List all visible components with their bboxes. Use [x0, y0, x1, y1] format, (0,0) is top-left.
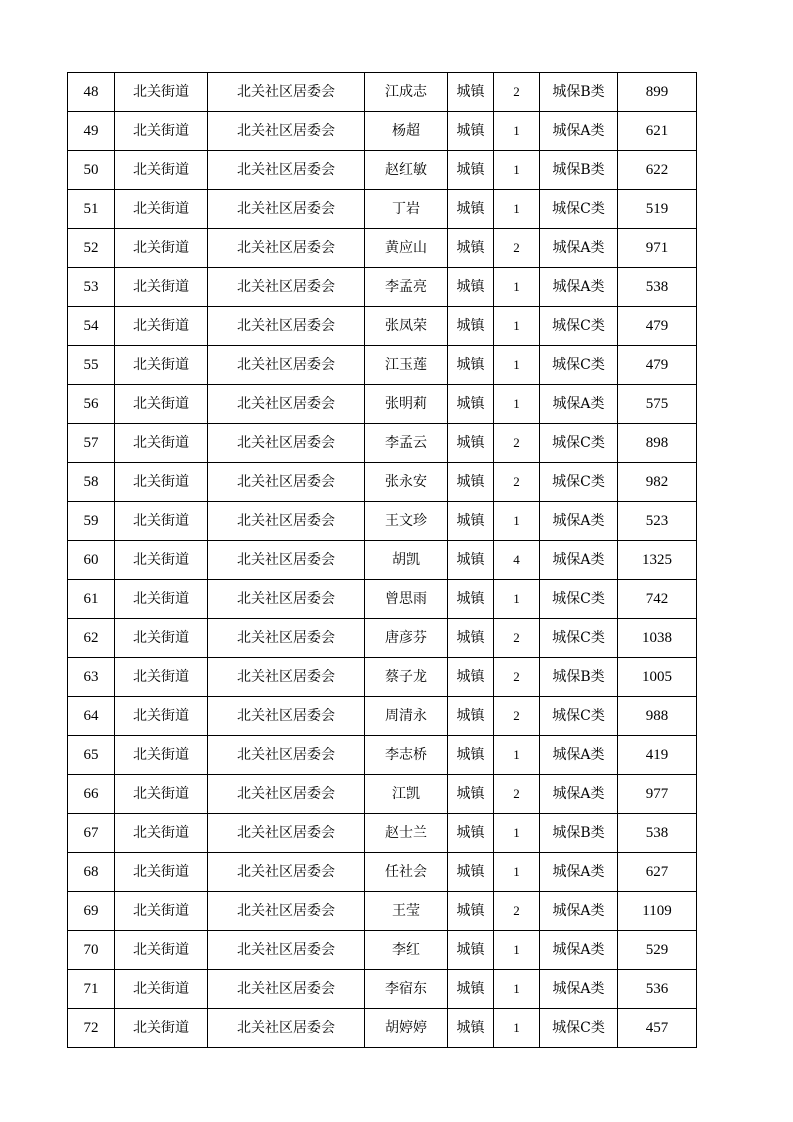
row-number-cell: 65 [68, 736, 115, 775]
subdistrict-cell: 北关街道 [115, 463, 208, 502]
table-row [68, 463, 697, 502]
amount-cell: 536 [618, 970, 697, 1009]
row-number-cell: 67 [68, 814, 115, 853]
table-row [68, 268, 697, 307]
person-count-cell: 1 [494, 307, 540, 346]
name-cell: 江成志 [365, 73, 448, 112]
person-count-cell: 1 [494, 580, 540, 619]
amount-cell: 519 [618, 190, 697, 229]
person-count-cell: 1 [494, 151, 540, 190]
person-count-cell: 1 [494, 853, 540, 892]
row-number-cell: 72 [68, 1009, 115, 1048]
name-cell: 江玉莲 [365, 346, 448, 385]
community-cell: 北关社区居委会 [208, 697, 365, 736]
community-cell: 北关社区居委会 [208, 463, 365, 502]
row-number-cell: 71 [68, 970, 115, 1009]
row-number-cell: 53 [68, 268, 115, 307]
table-row [68, 736, 697, 775]
subdistrict-cell: 北关街道 [115, 502, 208, 541]
subdistrict-cell: 北关街道 [115, 853, 208, 892]
household-type-cell: 城镇 [448, 190, 494, 229]
amount-cell: 1005 [618, 658, 697, 697]
amount-cell: 1325 [618, 541, 697, 580]
subdistrict-cell: 北关街道 [115, 307, 208, 346]
category-cell: 城保A类 [540, 541, 618, 580]
amount-cell: 419 [618, 736, 697, 775]
person-count-cell: 2 [494, 697, 540, 736]
person-count-cell: 1 [494, 970, 540, 1009]
household-type-cell: 城镇 [448, 931, 494, 970]
subdistrict-cell: 北关街道 [115, 814, 208, 853]
row-number-cell: 70 [68, 931, 115, 970]
amount-cell: 899 [618, 73, 697, 112]
community-cell: 北关社区居委会 [208, 541, 365, 580]
amount-cell: 575 [618, 385, 697, 424]
category-cell: 城保C类 [540, 619, 618, 658]
category-cell: 城保C类 [540, 697, 618, 736]
table-row [68, 112, 697, 151]
subdistrict-cell: 北关街道 [115, 541, 208, 580]
category-cell: 城保A类 [540, 970, 618, 1009]
category-cell: 城保C类 [540, 463, 618, 502]
amount-cell: 479 [618, 307, 697, 346]
row-number-cell: 56 [68, 385, 115, 424]
category-cell: 城保C类 [540, 424, 618, 463]
category-cell: 城保C类 [540, 1009, 618, 1048]
table-row [68, 424, 697, 463]
subdistrict-cell: 北关街道 [115, 580, 208, 619]
community-cell: 北关社区居委会 [208, 580, 365, 619]
amount-cell: 627 [618, 853, 697, 892]
community-cell: 北关社区居委会 [208, 307, 365, 346]
table-row [68, 190, 697, 229]
amount-cell: 988 [618, 697, 697, 736]
household-type-cell: 城镇 [448, 775, 494, 814]
category-cell: 城保C类 [540, 346, 618, 385]
category-cell: 城保A类 [540, 229, 618, 268]
row-number-cell: 59 [68, 502, 115, 541]
table-row [68, 307, 697, 346]
subdistrict-cell: 北关街道 [115, 697, 208, 736]
household-type-cell: 城镇 [448, 1009, 494, 1048]
name-cell: 黄应山 [365, 229, 448, 268]
household-type-cell: 城镇 [448, 697, 494, 736]
subdistrict-cell: 北关街道 [115, 892, 208, 931]
row-number-cell: 50 [68, 151, 115, 190]
amount-cell: 457 [618, 1009, 697, 1048]
household-type-cell: 城镇 [448, 385, 494, 424]
name-cell: 赵红敏 [365, 151, 448, 190]
household-type-cell: 城镇 [448, 151, 494, 190]
category-cell: 城保A类 [540, 931, 618, 970]
person-count-cell: 1 [494, 502, 540, 541]
household-type-cell: 城镇 [448, 424, 494, 463]
person-count-cell: 2 [494, 619, 540, 658]
community-cell: 北关社区居委会 [208, 736, 365, 775]
household-type-cell: 城镇 [448, 307, 494, 346]
household-type-cell: 城镇 [448, 502, 494, 541]
row-number-cell: 60 [68, 541, 115, 580]
row-number-cell: 52 [68, 229, 115, 268]
community-cell: 北关社区居委会 [208, 853, 365, 892]
category-cell: 城保B类 [540, 814, 618, 853]
name-cell: 王文珍 [365, 502, 448, 541]
person-count-cell: 1 [494, 931, 540, 970]
amount-cell: 1109 [618, 892, 697, 931]
table-row [68, 892, 697, 931]
household-type-cell: 城镇 [448, 229, 494, 268]
person-count-cell: 1 [494, 385, 540, 424]
amount-cell: 523 [618, 502, 697, 541]
table-row [68, 385, 697, 424]
table-row [68, 931, 697, 970]
name-cell: 张永安 [365, 463, 448, 502]
subdistrict-cell: 北关街道 [115, 229, 208, 268]
table-row [68, 775, 697, 814]
category-cell: 城保A类 [540, 853, 618, 892]
table-row [68, 658, 697, 697]
amount-cell: 898 [618, 424, 697, 463]
community-cell: 北关社区居委会 [208, 73, 365, 112]
table-row [68, 814, 697, 853]
name-cell: 唐彦芬 [365, 619, 448, 658]
category-cell: 城保A类 [540, 112, 618, 151]
table-row [68, 619, 697, 658]
community-cell: 北关社区居委会 [208, 619, 365, 658]
subdistrict-cell: 北关街道 [115, 190, 208, 229]
row-number-cell: 58 [68, 463, 115, 502]
person-count-cell: 1 [494, 190, 540, 229]
subdistrict-cell: 北关街道 [115, 73, 208, 112]
category-cell: 城保A类 [540, 892, 618, 931]
name-cell: 曾思雨 [365, 580, 448, 619]
category-cell: 城保A类 [540, 268, 618, 307]
subdistrict-cell: 北关街道 [115, 346, 208, 385]
table-row [68, 580, 697, 619]
person-count-cell: 1 [494, 814, 540, 853]
amount-cell: 977 [618, 775, 697, 814]
category-cell: 城保A类 [540, 385, 618, 424]
community-cell: 北关社区居委会 [208, 190, 365, 229]
community-cell: 北关社区居委会 [208, 151, 365, 190]
name-cell: 赵士兰 [365, 814, 448, 853]
community-cell: 北关社区居委会 [208, 892, 365, 931]
row-number-cell: 68 [68, 853, 115, 892]
person-count-cell: 2 [494, 73, 540, 112]
name-cell: 王莹 [365, 892, 448, 931]
household-type-cell: 城镇 [448, 463, 494, 502]
person-count-cell: 1 [494, 268, 540, 307]
community-cell: 北关社区居委会 [208, 502, 365, 541]
amount-cell: 479 [618, 346, 697, 385]
row-number-cell: 69 [68, 892, 115, 931]
name-cell: 张凤荣 [365, 307, 448, 346]
household-type-cell: 城镇 [448, 970, 494, 1009]
name-cell: 周清永 [365, 697, 448, 736]
row-number-cell: 55 [68, 346, 115, 385]
row-number-cell: 54 [68, 307, 115, 346]
name-cell: 任社会 [365, 853, 448, 892]
amount-cell: 971 [618, 229, 697, 268]
row-number-cell: 64 [68, 697, 115, 736]
household-type-cell: 城镇 [448, 736, 494, 775]
community-cell: 北关社区居委会 [208, 970, 365, 1009]
household-type-cell: 城镇 [448, 268, 494, 307]
table-row [68, 1009, 697, 1048]
subdistrict-cell: 北关街道 [115, 658, 208, 697]
subdistrict-cell: 北关街道 [115, 931, 208, 970]
name-cell: 李宿东 [365, 970, 448, 1009]
person-count-cell: 1 [494, 112, 540, 151]
name-cell: 江凯 [365, 775, 448, 814]
name-cell: 胡凯 [365, 541, 448, 580]
table-row [68, 151, 697, 190]
community-cell: 北关社区居委会 [208, 346, 365, 385]
row-number-cell: 49 [68, 112, 115, 151]
name-cell: 杨超 [365, 112, 448, 151]
amount-cell: 982 [618, 463, 697, 502]
amount-cell: 529 [618, 931, 697, 970]
table-row [68, 229, 697, 268]
name-cell: 李志桥 [365, 736, 448, 775]
table-body [68, 73, 697, 1048]
category-cell: 城保C类 [540, 307, 618, 346]
community-cell: 北关社区居委会 [208, 112, 365, 151]
name-cell: 胡婷婷 [365, 1009, 448, 1048]
person-count-cell: 2 [494, 229, 540, 268]
person-count-cell: 1 [494, 1009, 540, 1048]
community-cell: 北关社区居委会 [208, 268, 365, 307]
community-cell: 北关社区居委会 [208, 229, 365, 268]
category-cell: 城保B类 [540, 658, 618, 697]
amount-cell: 1038 [618, 619, 697, 658]
household-type-cell: 城镇 [448, 112, 494, 151]
household-type-cell: 城镇 [448, 580, 494, 619]
subdistrict-cell: 北关街道 [115, 619, 208, 658]
amount-cell: 622 [618, 151, 697, 190]
person-count-cell: 2 [494, 463, 540, 502]
community-cell: 北关社区居委会 [208, 1009, 365, 1048]
table-row [68, 502, 697, 541]
table-row [68, 697, 697, 736]
category-cell: 城保B类 [540, 151, 618, 190]
person-count-cell: 1 [494, 346, 540, 385]
household-type-cell: 城镇 [448, 619, 494, 658]
household-type-cell: 城镇 [448, 658, 494, 697]
row-number-cell: 62 [68, 619, 115, 658]
row-number-cell: 61 [68, 580, 115, 619]
subdistrict-cell: 北关街道 [115, 112, 208, 151]
subdistrict-cell: 北关街道 [115, 385, 208, 424]
subdistrict-cell: 北关街道 [115, 268, 208, 307]
community-cell: 北关社区居委会 [208, 424, 365, 463]
person-count-cell: 2 [494, 424, 540, 463]
row-number-cell: 57 [68, 424, 115, 463]
amount-cell: 538 [618, 268, 697, 307]
row-number-cell: 48 [68, 73, 115, 112]
category-cell: 城保A类 [540, 775, 618, 814]
category-cell: 城保B类 [540, 73, 618, 112]
amount-cell: 621 [618, 112, 697, 151]
subdistrict-cell: 北关街道 [115, 970, 208, 1009]
community-cell: 北关社区居委会 [208, 385, 365, 424]
person-count-cell: 2 [494, 892, 540, 931]
name-cell: 李红 [365, 931, 448, 970]
category-cell: 城保C类 [540, 580, 618, 619]
name-cell: 丁岩 [365, 190, 448, 229]
person-count-cell: 1 [494, 736, 540, 775]
row-number-cell: 66 [68, 775, 115, 814]
community-cell: 北关社区居委会 [208, 814, 365, 853]
person-count-cell: 2 [494, 658, 540, 697]
household-type-cell: 城镇 [448, 541, 494, 580]
household-type-cell: 城镇 [448, 892, 494, 931]
subdistrict-cell: 北关街道 [115, 424, 208, 463]
subdistrict-cell: 北关街道 [115, 151, 208, 190]
table-row [68, 970, 697, 1009]
household-type-cell: 城镇 [448, 814, 494, 853]
row-number-cell: 63 [68, 658, 115, 697]
person-count-cell: 2 [494, 775, 540, 814]
category-cell: 城保A类 [540, 502, 618, 541]
household-type-cell: 城镇 [448, 853, 494, 892]
household-type-cell: 城镇 [448, 73, 494, 112]
amount-cell: 538 [618, 814, 697, 853]
person-count-cell: 4 [494, 541, 540, 580]
amount-cell: 742 [618, 580, 697, 619]
name-cell: 张明莉 [365, 385, 448, 424]
category-cell: 城保C类 [540, 190, 618, 229]
community-cell: 北关社区居委会 [208, 658, 365, 697]
subdistrict-cell: 北关街道 [115, 736, 208, 775]
table-row [68, 541, 697, 580]
name-cell: 李孟云 [365, 424, 448, 463]
subdistrict-cell: 北关街道 [115, 1009, 208, 1048]
table-row [68, 73, 697, 112]
category-cell: 城保A类 [540, 736, 618, 775]
table-row [68, 853, 697, 892]
subdistrict-cell: 北关街道 [115, 775, 208, 814]
name-cell: 李孟亮 [365, 268, 448, 307]
community-cell: 北关社区居委会 [208, 775, 365, 814]
community-cell: 北关社区居委会 [208, 931, 365, 970]
row-number-cell: 51 [68, 190, 115, 229]
name-cell: 蔡子龙 [365, 658, 448, 697]
data-table [67, 72, 697, 1048]
table-row [68, 346, 697, 385]
household-type-cell: 城镇 [448, 346, 494, 385]
